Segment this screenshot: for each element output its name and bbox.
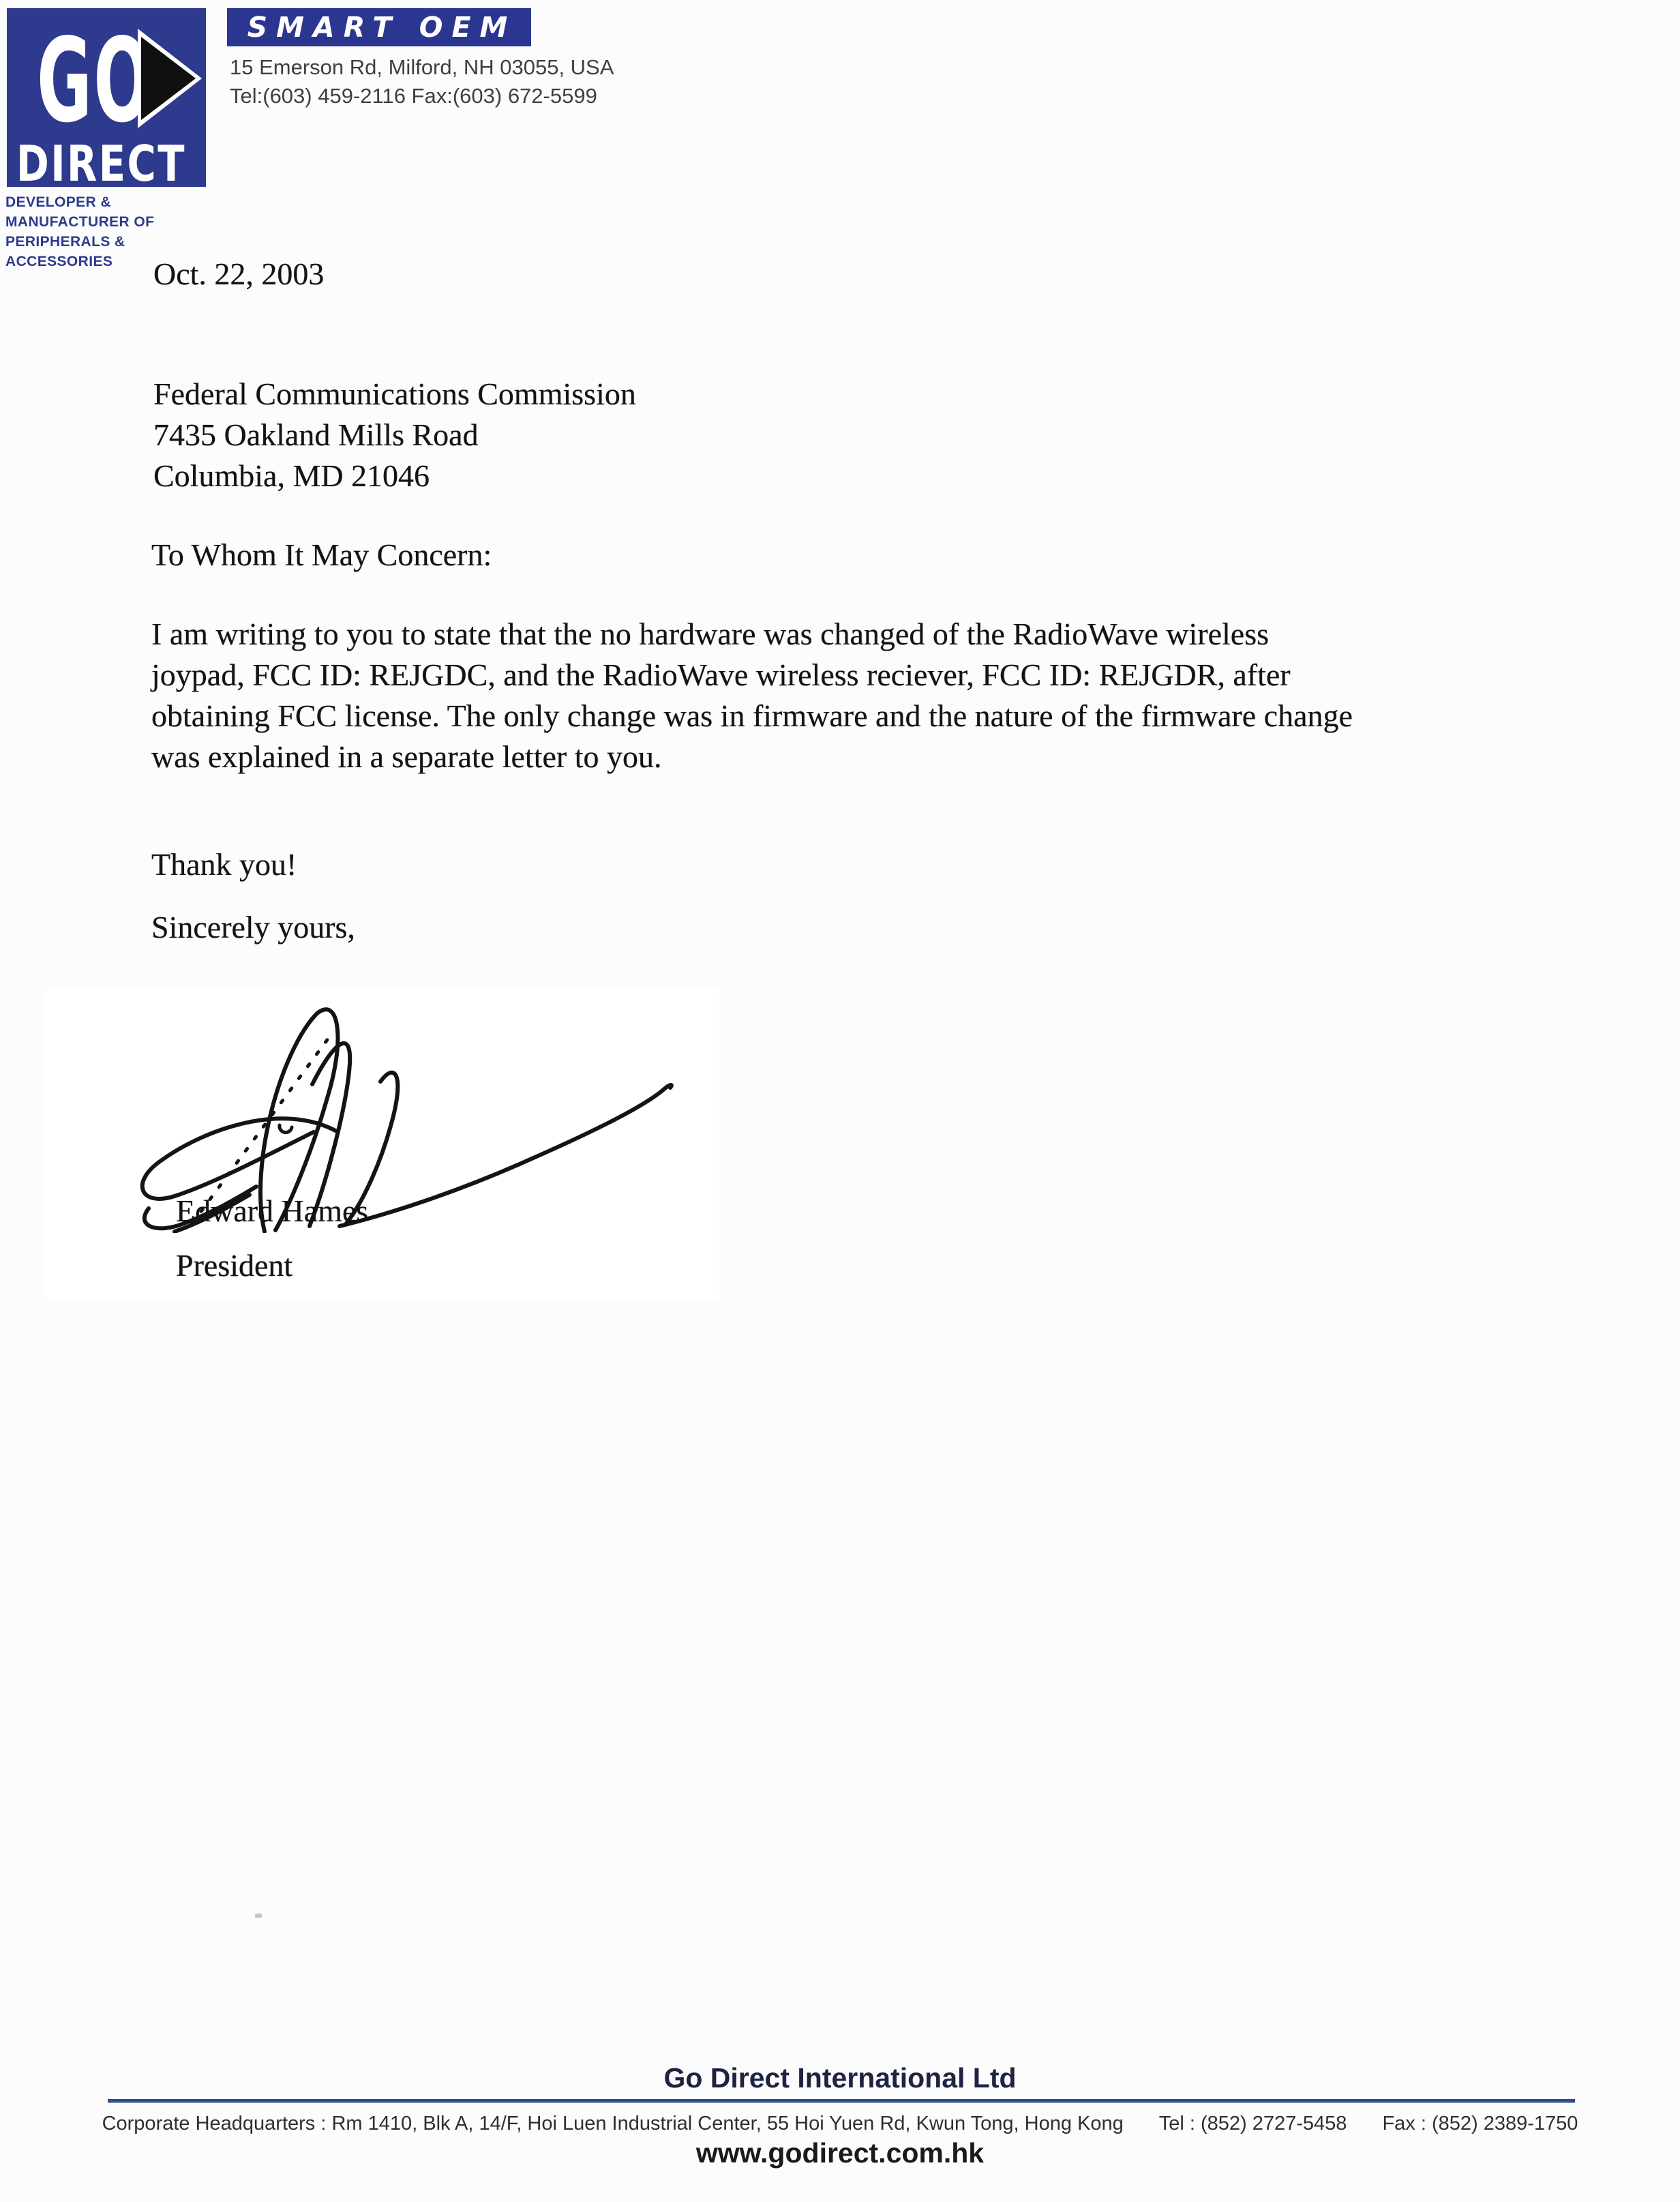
recipient-line: Columbia, MD 21046 [153, 458, 430, 493]
body-line: obtaining FCC license. The only change was in firmware and the nature of the firmware change [151, 698, 1353, 733]
smart-oem-banner [227, 8, 531, 46]
letterhead-phone-fax: Tel:(603) 459-2116 Fax:(603) 672-5599 [230, 84, 597, 108]
body-line: joypad, FCC ID: REJGDC, and the RadioWave wireless reciever, FCC ID: REJGDR, after [151, 657, 1291, 692]
recipient-address [153, 374, 636, 496]
scan-speck [255, 1914, 262, 1918]
letter-date: Oct. 22, 2003 [153, 256, 325, 291]
footer-company-name: Go Direct International Ltd [663, 2062, 1017, 2094]
logo-go-text: GO [37, 14, 153, 149]
arrow-right-icon-inner [141, 37, 196, 120]
footer-address-row [68, 2113, 1612, 2135]
recipient-line: 7435 Oakland Mills Road [153, 417, 479, 452]
closing-line: Sincerely yours, [151, 910, 355, 944]
letter-body [151, 614, 1488, 777]
salutation: To Whom It May Concern: [151, 537, 492, 572]
signer-title: President [176, 1248, 293, 1283]
footer-fax: Fax : (852) 2389-1750 [1382, 2113, 1578, 2134]
footer-tel: Tel : (852) 2727-5458 [1158, 2113, 1347, 2134]
letterhead-street: 15 Emerson Rd, Milford, NH 03055, USA [230, 55, 614, 79]
body-line: I am writing to you to state that the no hardware was changed of the RadioWave wireless [151, 616, 1270, 651]
company-logo [7, 8, 206, 192]
footer-hq-address: Corporate Headquarters : Rm 1410, Blk A, 14/F, Hoi Luen Industrial Center, 55 Hoi Yuen Rd, Kwun Tong, Hong Kong [102, 2113, 1124, 2134]
logo-tagline-line1: DEVELOPER & MANUFACTURER OF [5, 194, 155, 230]
thank-you-line: Thank you! [151, 847, 297, 882]
logo-direct-text: DIRECT [16, 135, 186, 192]
logo-tagline-line2: PERIPHERALS & ACCESSORIES [5, 234, 125, 269]
footer-website: www.godirect.com.hk [695, 2137, 985, 2169]
smart-oem-label: SMART OEM [247, 11, 517, 44]
signer-name: Edward Hames [176, 1193, 369, 1228]
body-line: was explained in a separate letter to you. [151, 739, 662, 774]
footer-divider [108, 2099, 1575, 2103]
letterhead-address [230, 53, 614, 110]
recipient-line: Federal Communications Commission [153, 376, 636, 411]
